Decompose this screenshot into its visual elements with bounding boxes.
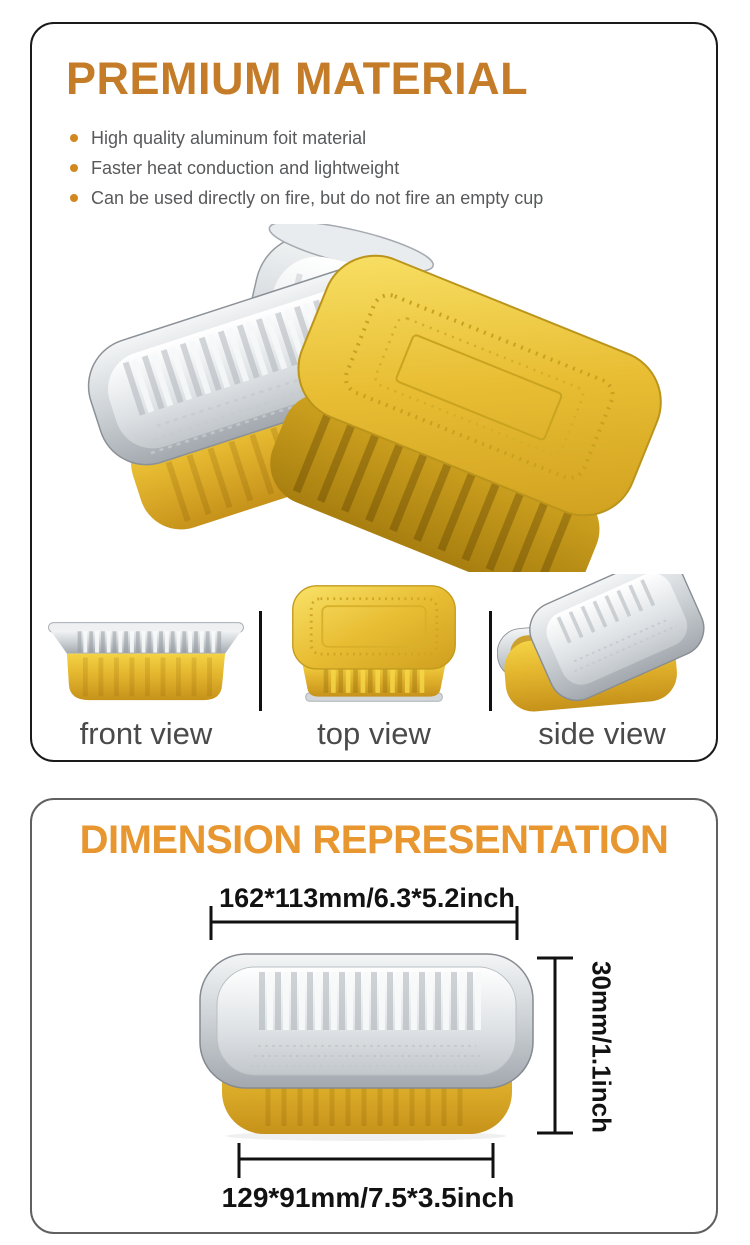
hero-product-image <box>62 224 682 572</box>
feature-text: High quality aluminum foit material <box>91 128 367 148</box>
bullet-icon <box>70 164 78 172</box>
dimension-card <box>30 798 718 1234</box>
feature-list <box>70 128 543 218</box>
feature-item <box>70 158 543 178</box>
view-cell-front <box>32 582 260 757</box>
view-divider <box>489 611 492 711</box>
view-label: top view <box>317 716 431 751</box>
bullet-icon <box>70 194 78 202</box>
view-label: side view <box>538 716 666 751</box>
premium-material-card <box>30 22 718 762</box>
feature-item <box>70 128 543 148</box>
front-view-image <box>46 609 246 706</box>
views-row <box>32 582 716 757</box>
feature-item <box>70 188 543 208</box>
view-divider <box>259 611 262 711</box>
dimension-top-label: 162*113mm/6.3*5.2inch <box>219 883 515 913</box>
dimension-height-label: 30mm/1.1inch <box>586 960 617 1133</box>
dimension-product-image <box>198 950 535 1142</box>
dimension-title: DIMENSION REPRESENTATION <box>79 818 669 862</box>
feature-text: Faster heat conduction and lightweight <box>91 158 400 178</box>
view-cell-side <box>488 582 716 757</box>
bullet-icon <box>70 134 78 142</box>
dimension-bottom-label: 129*91mm/7.5*3.5inch <box>221 1182 515 1213</box>
view-label: front view <box>79 716 213 751</box>
side-view-image <box>497 574 707 714</box>
premium-material-title: PREMIUM MATERIAL <box>66 53 529 104</box>
view-cell-top <box>260 582 488 757</box>
feature-text: Can be used directly on fire, but do not fire an empty cup <box>91 188 544 208</box>
top-view-image <box>281 584 467 704</box>
